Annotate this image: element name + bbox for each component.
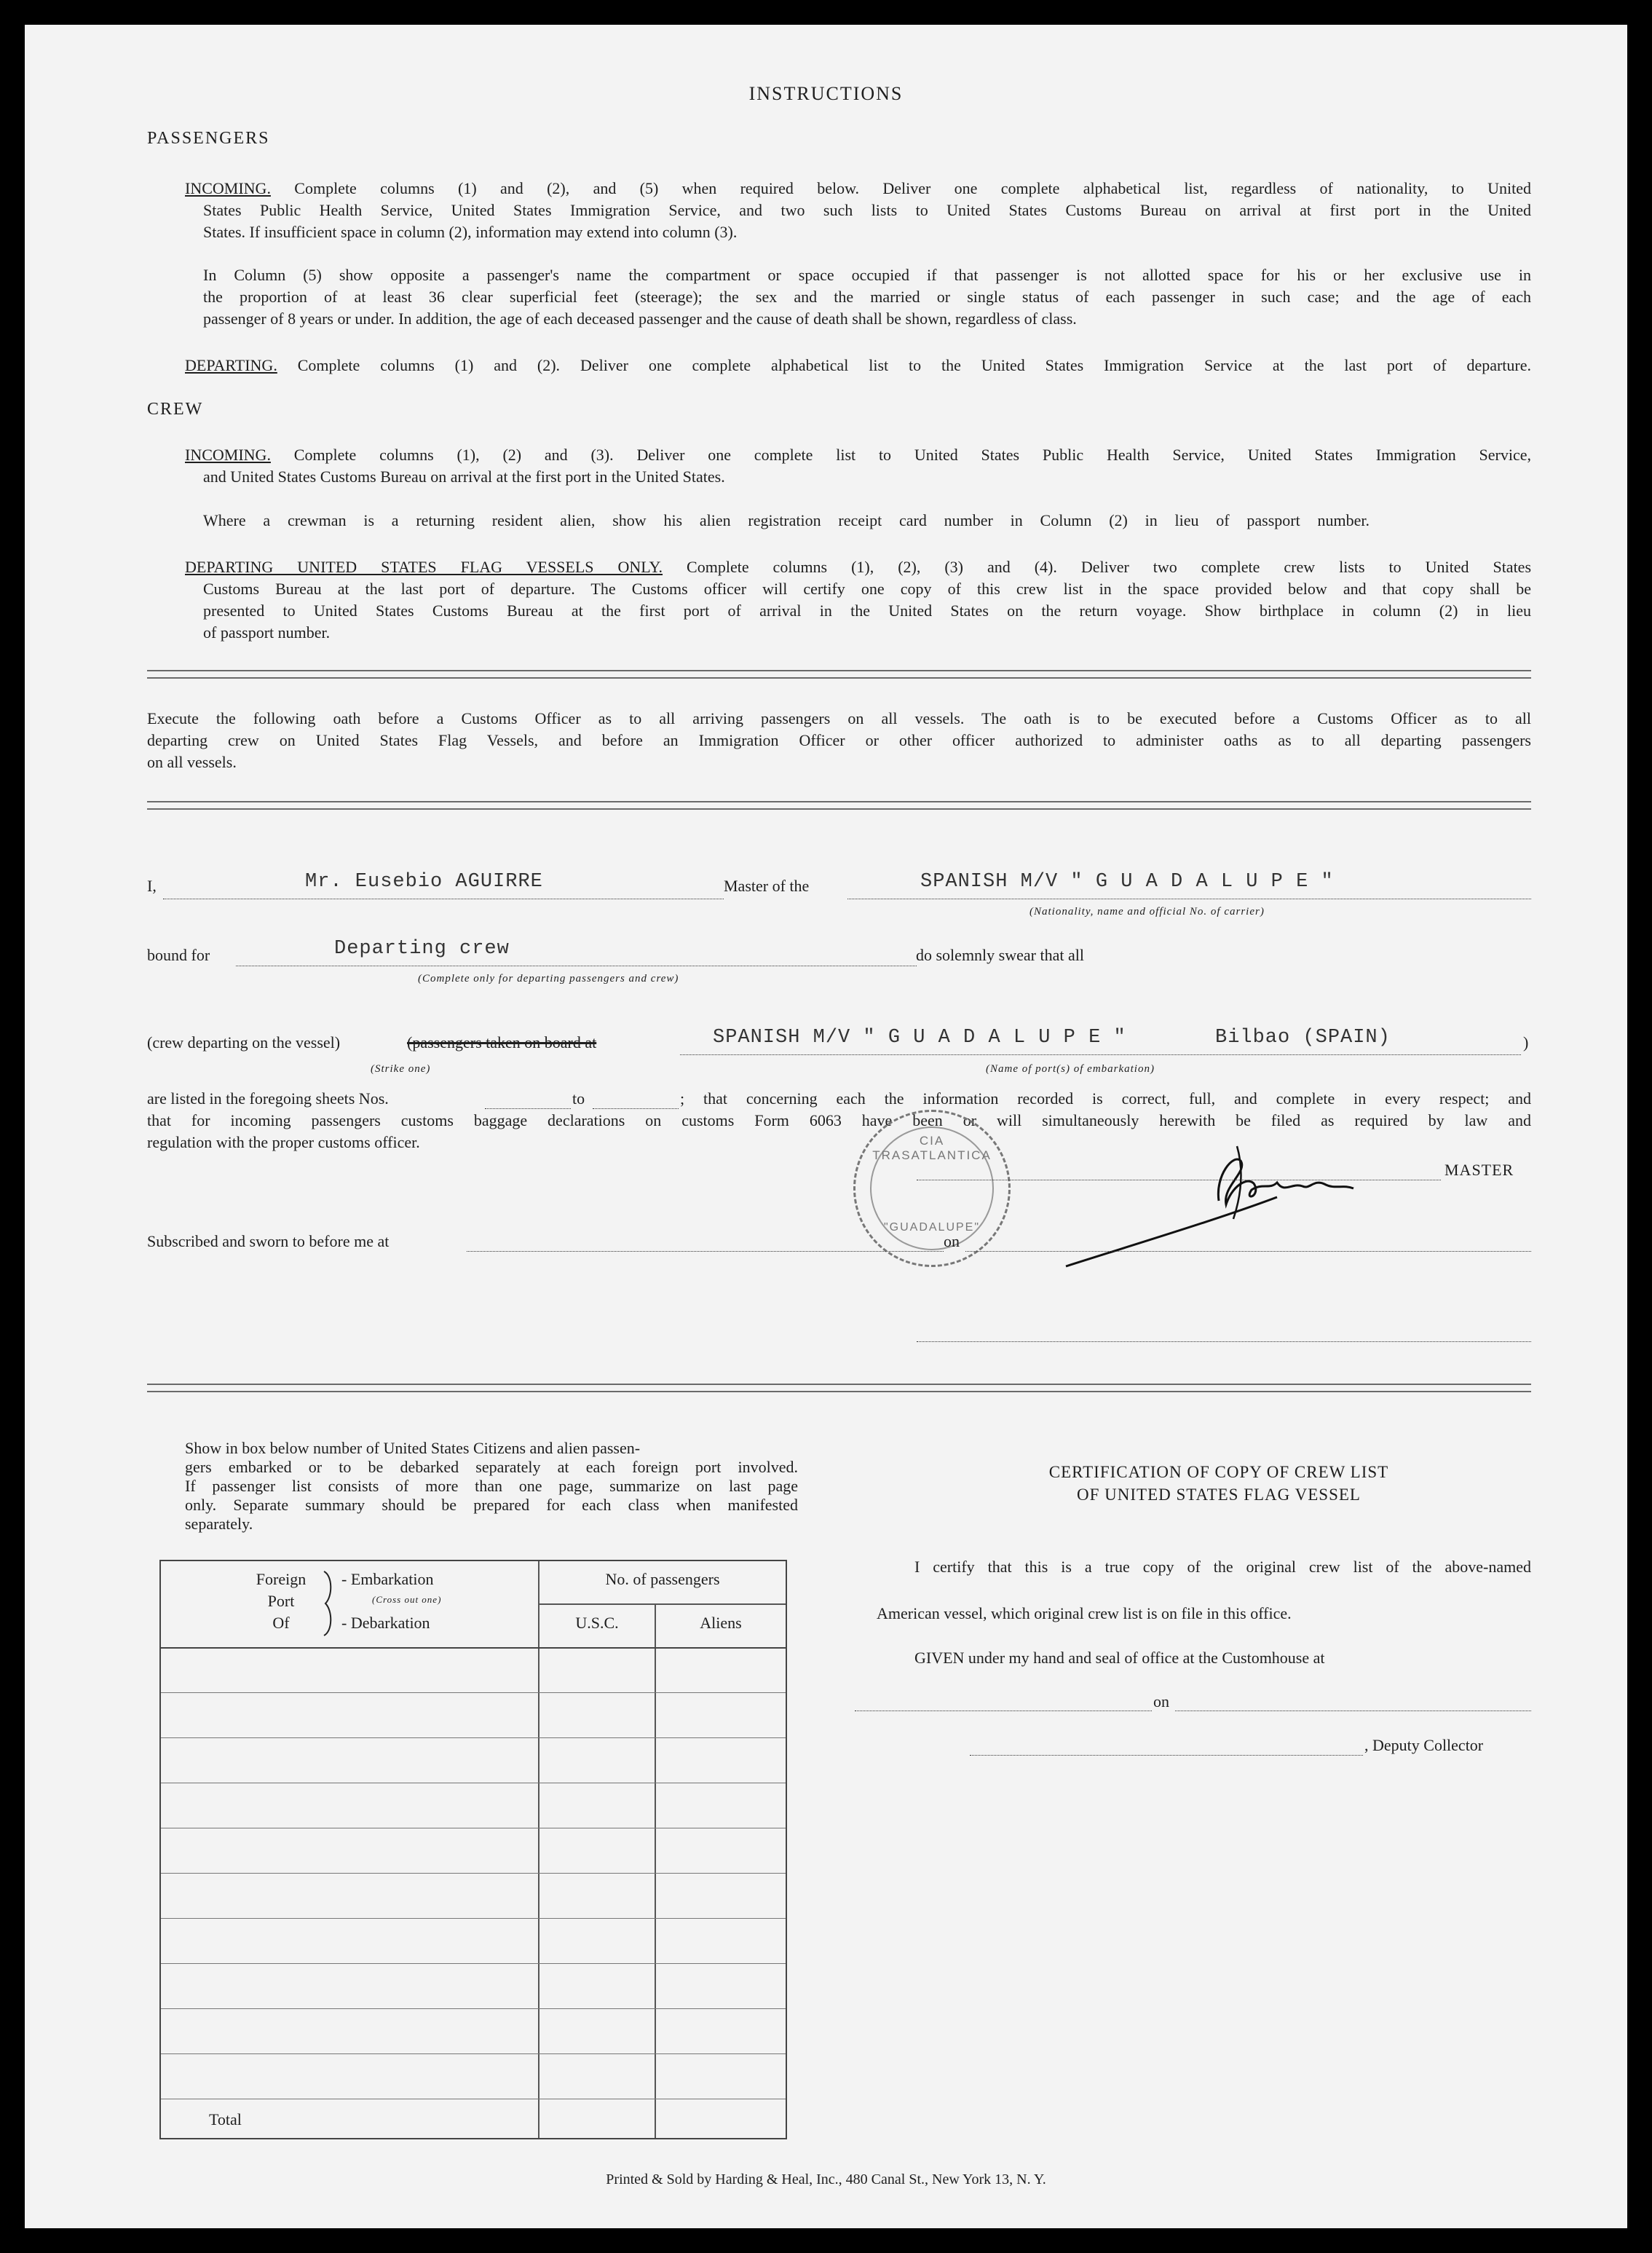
certification-line1: I certify that this is a true copy of the original crew list of the above-named (914, 1558, 1531, 1576)
column5-line2: the proportion of at least 36 clear superficial feet (steerage); the sex and the married or single status of each passenger in such case; and the age of each (203, 288, 1531, 306)
vessel2-field[interactable]: SPANISH M/V " G U A D A L U P E " (713, 1027, 1126, 1049)
seal-top-text: CIA TRASATLANTICA (872, 1134, 992, 1162)
deputy-collector-label: , Deputy Collector (1364, 1736, 1484, 1754)
vessel-field[interactable]: SPANISH M/V " G U A D A L U P E " (920, 871, 1334, 893)
table-row (161, 1963, 786, 1964)
struck-passengers-label: (passengers taken on board at (407, 1033, 597, 1051)
certification-line2: American vessel, which original crew list is on file in this office. (877, 1604, 1292, 1622)
table-row (161, 1692, 786, 1693)
crew-flag-line1 (185, 556, 1531, 577)
seal-bottom-text: "GUADALUPE" (883, 1221, 981, 1234)
divider-top-1 (147, 670, 1531, 671)
crew-departing-label: (crew departing on the vessel) (147, 1033, 341, 1051)
port-line (680, 1054, 1521, 1055)
crew-flag-line4: of passport number. (203, 623, 331, 642)
table-aliens-label: Aliens (700, 1614, 742, 1632)
passengers-departing-label: DEPARTING. (185, 356, 277, 374)
divider-mid-2 (147, 808, 1531, 810)
summary-line2: gers embarked or to be debarked separately at each foreign port involved. (185, 1458, 798, 1476)
master-of-label: Master of the (724, 877, 810, 895)
passengers-incoming-label: INCOMING. (185, 179, 271, 197)
passenger-summary-table (159, 1560, 787, 2139)
table-row (161, 2053, 786, 2054)
oath-intro-line2: departing crew on United States Flag Vessels, and before an Immigration Officer or other officer authorized to administer oaths as to all departing passengers (147, 731, 1531, 749)
bound-for-caption: (Complete only for departing passengers and crew) (418, 973, 679, 985)
crew-flag-text1: Complete columns (1), (2), (3) and (4). Deliver two complete crew lists to United States (687, 558, 1532, 576)
passengers-incoming-line1 (185, 178, 1531, 199)
passengers-heading: PASSENGERS (147, 129, 270, 148)
summary-line1: Show in box below number of United States Citizens and alien passen- (185, 1439, 641, 1457)
table-debarkation-label: - Debarkation (341, 1614, 430, 1632)
column5-line3: passenger of 8 years or under. In addition, the age of each deceased passenger and the cause of death shall be shown, regardless of class. (203, 309, 1077, 328)
divider-top-2 (147, 677, 1531, 679)
certification-title-line1: CERTIFICATION OF COPY OF CREW LIST (1048, 1463, 1389, 1481)
table-row (161, 1737, 786, 1738)
passengers-incoming-text1: Complete columns (1) and (2), and (5) when required below. Deliver one complete alphabetical list, regardless of nationality, to United (294, 179, 1531, 197)
crew-flag-line3: presented to United States Customs Bureau at the first port of arrival in the United States on the return voyage. Show birthplace in column (2) in lieu (203, 601, 1531, 620)
officer-signature-line (917, 1341, 1531, 1342)
printer-footer: Printed & Sold by Harding & Heal, Inc., 480 Canal St., New York 13, N. Y. (606, 2171, 1046, 2187)
crew-incoming-label: INCOMING. (185, 446, 271, 464)
bound-for-label: bound for (147, 946, 210, 964)
master-signature-icon (1059, 1132, 1394, 1277)
sheets-from-line (485, 1108, 571, 1109)
subscribed-on-label: on (944, 1232, 960, 1250)
subscribed-label: Subscribed and sworn to before me at (147, 1232, 390, 1250)
crew-incoming-line2: and United States Customs Bureau on arrival at the first port in the United States. (203, 467, 725, 486)
divider-bottom-2 (147, 1391, 1531, 1392)
table-header-bottom (161, 1647, 786, 1649)
oath-line2: that for incoming passengers customs baggage declarations on customs Form 6063 have been or will simultaneously herewith be filed as required by law and (147, 1111, 1531, 1129)
crew-flag-label: DEPARTING UNITED STATES FLAG VESSELS ONLY. (185, 558, 663, 576)
oath-line3: regulation with the proper customs officer. (147, 1133, 420, 1151)
vessel-caption: (Nationality, name and official No. of carrier) (1029, 906, 1265, 918)
oath-i-label: I, (147, 877, 157, 895)
divider-bottom-1 (147, 1384, 1531, 1385)
summary-line4: only. Separate summary should be prepared for each class when manifested (185, 1496, 798, 1514)
table-row (161, 1918, 786, 1919)
certification-on-label: on (1153, 1692, 1169, 1711)
crewman-resident-text: Where a crewman is a returning resident alien, show his alien registration receipt card number in Column (2) in lieu of passport number. (203, 511, 1370, 529)
strike-caption: (Strike one) (371, 1063, 431, 1075)
oath-intro-line1: Execute the following oath before a Customs Officer as to all arriving passengers on all vessels. The oath is to be executed before a Customs Officer as to all (147, 709, 1531, 727)
port-caption: (Name of port(s) of embarkation) (986, 1063, 1155, 1075)
table-cross-out-label: (Cross out one) (372, 1594, 442, 1605)
certification-line3: GIVEN under my hand and seal of office at the Customhouse at (914, 1649, 1325, 1667)
sheets-to-line (593, 1108, 679, 1109)
table-row (161, 2008, 786, 2009)
passengers-incoming-line3: States. If insufficient space in column (2), information may extend into column (3). (203, 223, 738, 241)
master-name-field[interactable]: Mr. Eusebio AGUIRRE (305, 871, 543, 893)
column5-line1: In Column (5) show opposite a passenger's name the compartment or space occupied if that passenger is not allotted space for his or her exclusive use in (203, 266, 1531, 284)
bound-for-field[interactable]: Departing crew (334, 938, 510, 960)
summary-line3: If passenger list consists of more than one page, summarize on last page (185, 1477, 798, 1495)
passengers-departing-text: Complete columns (1) and (2). Deliver one complete alphabetical list to the United States Immigration Service at the last port of departure. (297, 356, 1532, 374)
passengers-departing-line (185, 355, 1531, 376)
table-col-divider-2 (655, 1603, 656, 2138)
crew-incoming-text1: Complete columns (1), (2) and (3). Deliver one complete list to United States Public Health Service, United States Immigration Service, (293, 446, 1531, 464)
oath-intro-line3: on all vessels. (147, 753, 237, 771)
divider-mid-1 (147, 801, 1531, 802)
table-no-passengers-label: No. of passengers (605, 1570, 720, 1588)
ship-seal-stamp (853, 1110, 1011, 1267)
brace-icon (320, 1570, 337, 1637)
form-page (25, 25, 1627, 2228)
table-header-divider (540, 1603, 786, 1605)
deputy-collector-line (970, 1755, 1363, 1756)
subscribed-date-line (965, 1251, 1531, 1252)
close-paren: ) (1523, 1033, 1529, 1051)
port-field[interactable]: Bilbao (SPAIN) (1215, 1027, 1391, 1049)
swear-label: do solemnly swear that all (916, 946, 1084, 964)
subscribed-place-line (467, 1251, 944, 1252)
to-label: to (572, 1089, 585, 1108)
table-port-label: Port (267, 1592, 295, 1610)
sheets-label: are listed in the foregoing sheets Nos. (147, 1089, 389, 1108)
table-embarkation-label: - Embarkation (341, 1570, 434, 1588)
instructions-title: INSTRUCTIONS (748, 83, 904, 104)
table-foreign-label: Foreign (256, 1570, 307, 1588)
passengers-incoming-line2: States Public Health Service, United States Immigration Service, and two such lists to United States Customs Bureau on arrival at first port in the United (203, 201, 1531, 219)
table-row (161, 1873, 786, 1874)
crew-flag-line2: Customs Bureau at the last port of departure. The Customs officer will certify one copy of this crew list in the space provided below and that copy shall be (203, 580, 1531, 598)
crew-heading: CREW (147, 400, 204, 419)
table-usc-label: U.S.C. (575, 1614, 619, 1632)
table-total-label: Total (209, 2110, 242, 2128)
table-of-label: Of (272, 1614, 290, 1632)
master-label: MASTER (1444, 1161, 1514, 1179)
certification-title-line2: OF UNITED STATES FLAG VESSEL (1077, 1485, 1361, 1504)
sheets-rest: ; that concerning each the information recorded is correct, full, and complete in every respect; and (680, 1089, 1531, 1108)
summary-line5: separately. (185, 1515, 253, 1533)
crew-incoming-line1 (185, 444, 1531, 465)
